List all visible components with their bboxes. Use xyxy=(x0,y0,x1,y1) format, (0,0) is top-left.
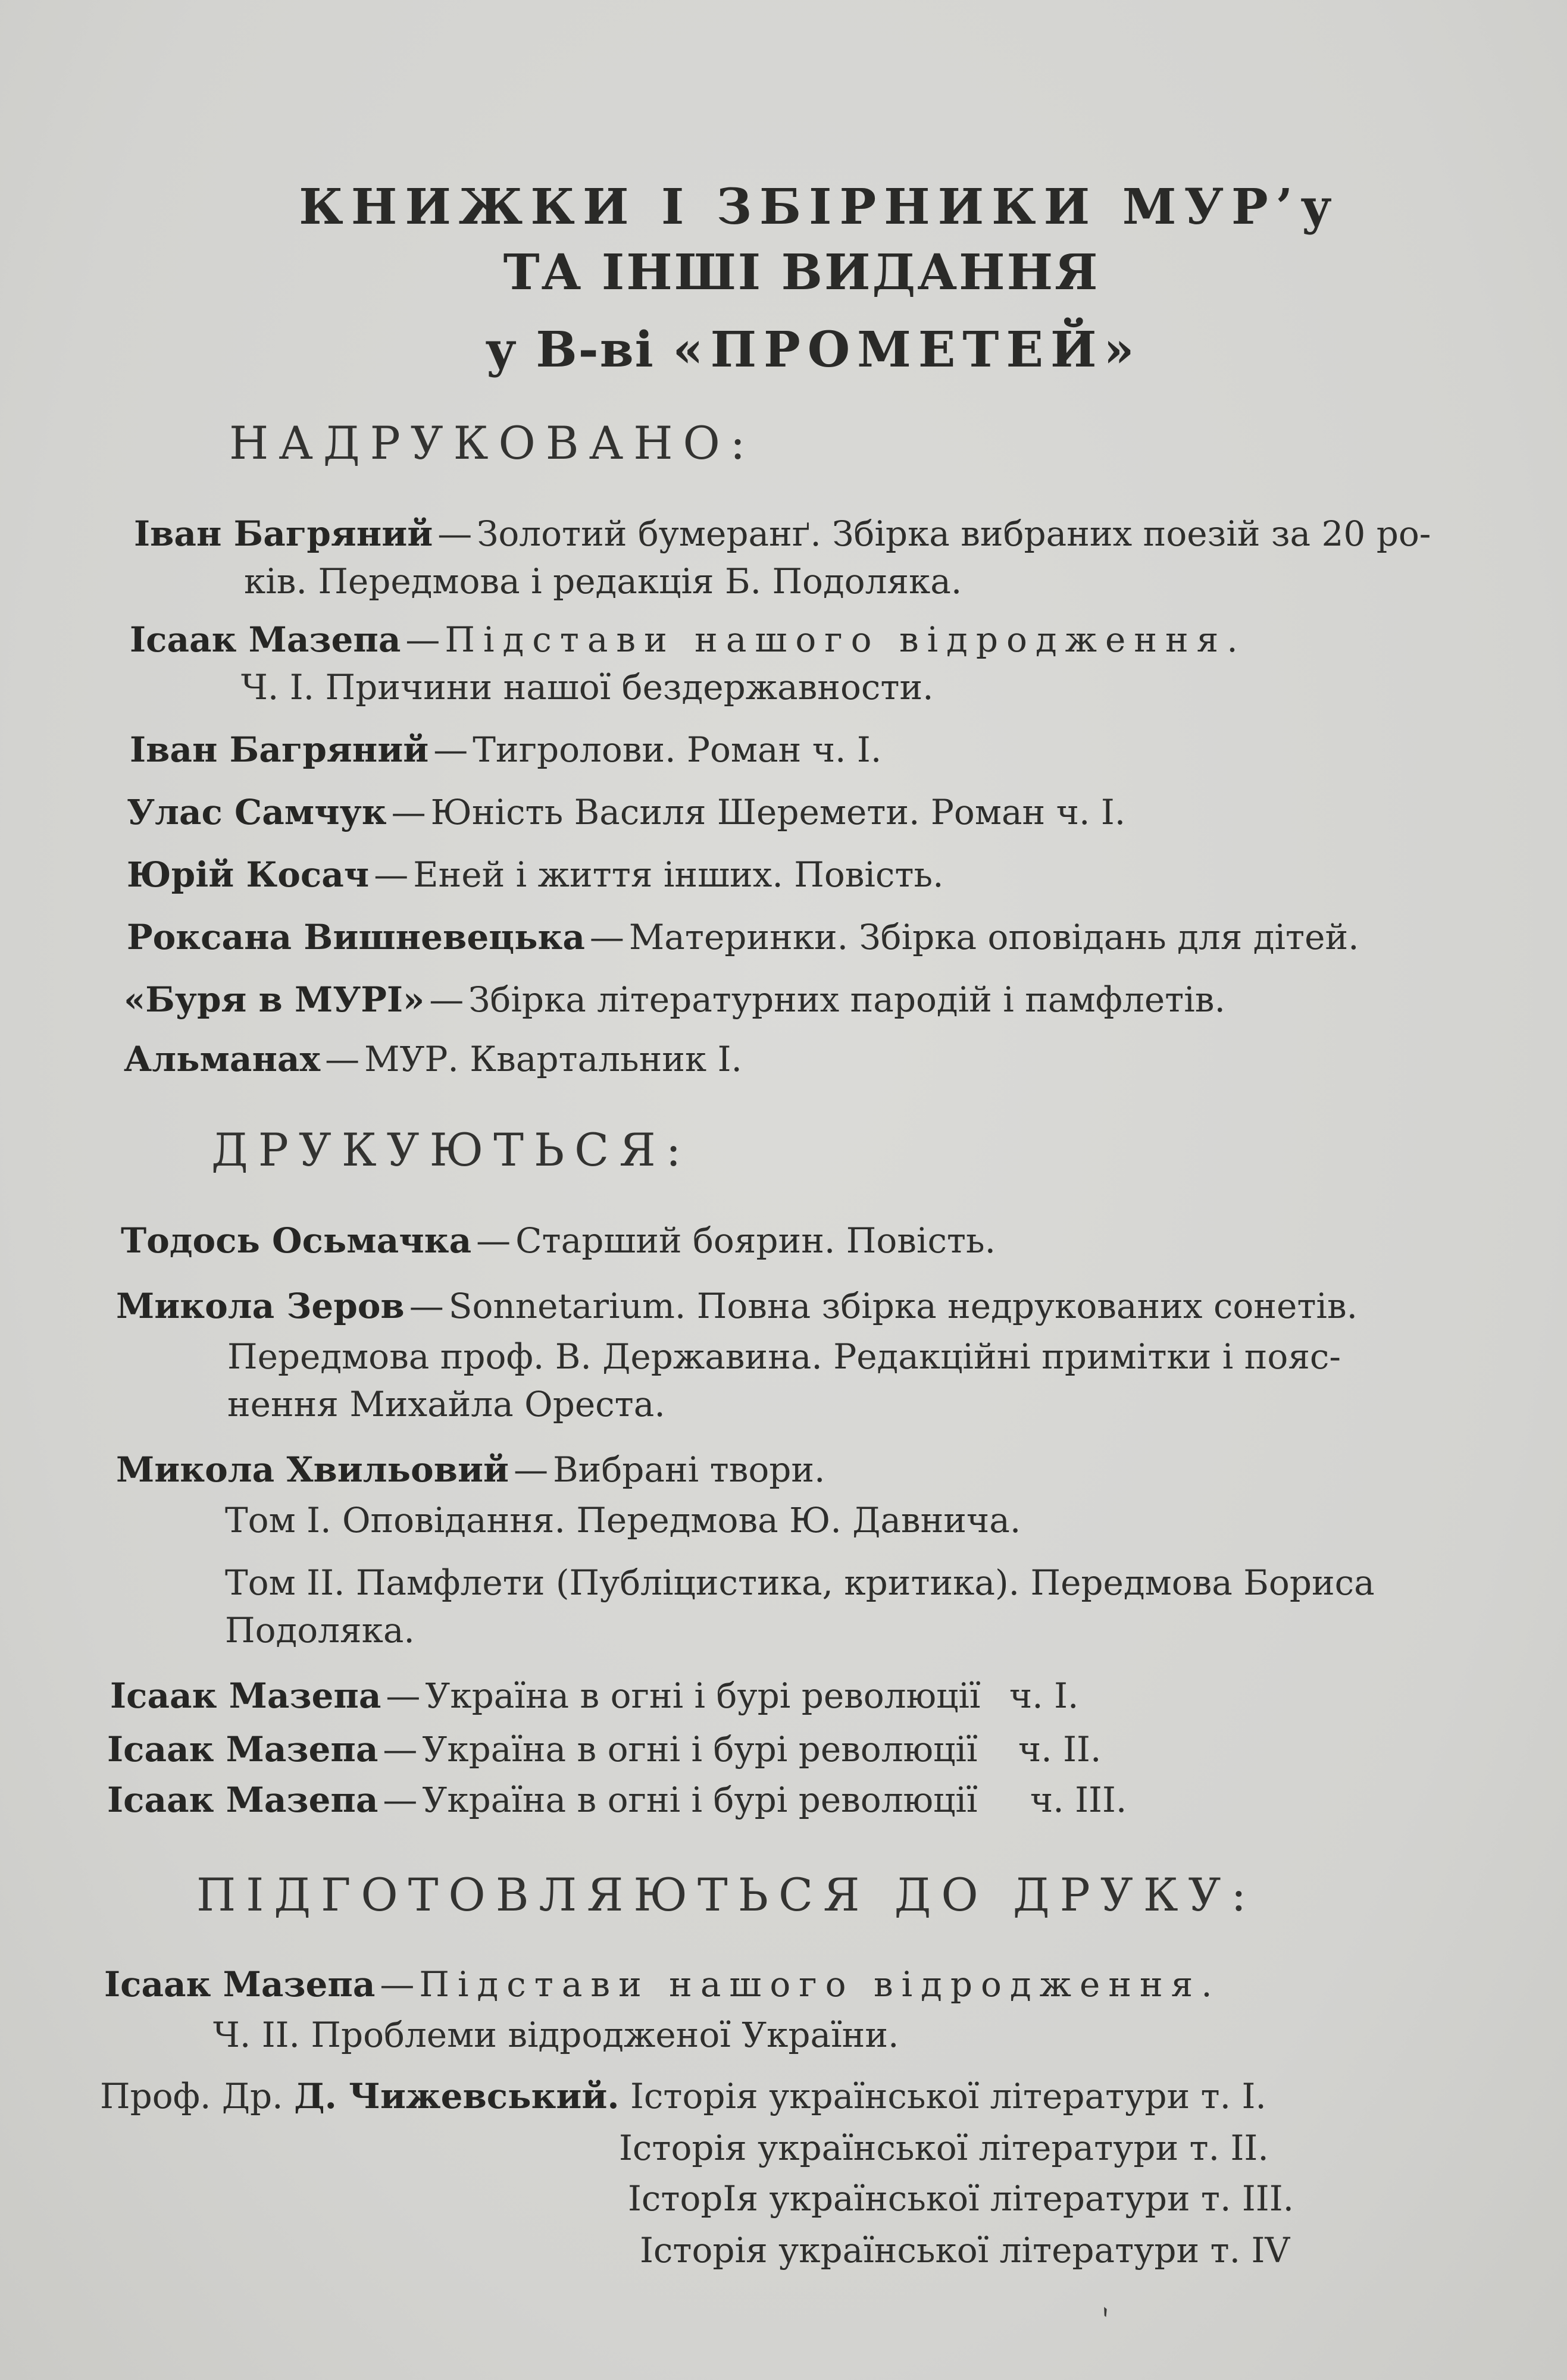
entry-continuation: ків. Передмова і редакція Б. Подоляка. xyxy=(244,561,962,602)
book-title: Старший боярин. Повість. xyxy=(515,1220,996,1261)
book-title: Еней і життя інших. Повість. xyxy=(413,854,944,895)
author: Ісаак Мазепа xyxy=(107,1729,379,1770)
author: Улас Самчук xyxy=(127,792,387,832)
volume-line: Том I. Оповідання. Передмова Ю. Давнича. xyxy=(225,1500,1021,1540)
book-title: Юність Василя Шеремети. Роман ч. І. xyxy=(430,792,1126,832)
book-title: Історія української літератури т. IV xyxy=(640,2230,1290,2271)
book-title: Україна в огні і бурі революції xyxy=(422,1780,978,1820)
book-title: Материнки. Збірка оповідань для дітей. xyxy=(628,917,1359,957)
entry-continuation: нення Михайла Ореста. xyxy=(227,1384,665,1424)
list-item: Улас Самчук — Юність Василя Шеремети. Роман ч. І. xyxy=(127,792,1126,832)
entry-continuation: Ч. І. Причини нашої бездержавности. xyxy=(241,667,934,707)
list-item: Микола Зеров — Sonnetarium. Повна збірка недрукованих сонетів. xyxy=(116,1286,1358,1326)
list-item: Іван Багряний — Тигролови. Роман ч. І. xyxy=(130,729,882,770)
author: Ісаак Мазепа xyxy=(104,1964,376,2005)
book-title: Україна в огні і бурі революції xyxy=(422,1729,978,1770)
book-title: Підстави нашого відродження. xyxy=(419,1964,1221,2005)
author: Микола Зеров xyxy=(116,1286,405,1326)
header-line-1: КНИЖКИ І ЗБІРНИКИ МУР’у xyxy=(299,178,1340,236)
book-title: Золотий бумеранґ. Збірка вибраних поезій за 20 ро- xyxy=(477,513,1431,554)
author: Д. Чижевський. xyxy=(294,2076,620,2116)
header-line-3-prefix: у В-ві xyxy=(485,321,655,378)
list-item: Ісаак Мазепа — Україна в огні і бурі революції ч. II. xyxy=(107,1729,1102,1770)
list-item: Альманах — МУР. Квартальник І. xyxy=(124,1039,742,1079)
publisher-name: «ПРОМЕТЕЙ» xyxy=(673,321,1141,378)
section-heading-printed: НАДРУКОВАНО: xyxy=(229,416,756,469)
book-title: ІсторІя української літератури т. III. xyxy=(628,2178,1294,2219)
part-number: ч. III. xyxy=(1030,1780,1127,1820)
header-line-3 xyxy=(0,321,1567,378)
book-title: Збірка літературних пародій і памфлетів. xyxy=(468,979,1225,1020)
list-item xyxy=(100,2069,1266,2123)
entry-continuation: Ч. II. Проблеми відродженої України. xyxy=(213,2015,899,2055)
author: Микола Хвильовий xyxy=(116,1449,509,1490)
author: Юрій Косач xyxy=(127,854,370,895)
list-item: Ісаак Мазепа — Підстави нашого відродження. xyxy=(130,619,1246,660)
author: Тодось Осьмачка xyxy=(121,1220,472,1261)
book-title: Sonnetarium. Повна збірка недрукованих сонетів. xyxy=(448,1286,1358,1326)
author: Ісаак Мазепа xyxy=(107,1780,379,1820)
list-item: Юрій Косач — Еней і життя інших. Повість. xyxy=(127,854,944,895)
book-title: Україна в огні і бурі революції xyxy=(425,1676,981,1716)
author: «Буря в МУРІ» xyxy=(124,979,425,1020)
author: Альманах xyxy=(124,1039,321,1079)
book-title: Історія української літератури т. I. xyxy=(630,2076,1266,2116)
list-item: Ісаак Мазепа — Підстави нашого відродження. xyxy=(104,1964,1221,2005)
volume-line: Том II. Памфлети (Публіцистика, критика). Передмова Бориса xyxy=(225,1562,1375,1603)
author-prefix: Проф. Др. xyxy=(100,2076,283,2116)
author: Іван Багряний xyxy=(134,513,433,554)
list-item: Іван Багряний — Золотий бумеранґ. Збірка вибраних поезій за 20 ро- xyxy=(134,513,1431,554)
author: Ісаак Мазепа xyxy=(110,1676,381,1716)
section-heading-in-print: ДРУКУЮТЬСЯ: xyxy=(211,1123,692,1176)
list-item: Роксана Вишневецька — Материнки. Збірка оповідань для дітей. xyxy=(127,917,1359,957)
book-title: Вибрані твори. xyxy=(553,1449,825,1490)
ink-mark: ˋ xyxy=(1078,2301,1118,2345)
book-title: Тигролови. Роман ч. І. xyxy=(473,729,882,770)
author: Роксана Вишневецька xyxy=(127,917,585,957)
header-line-2: ТА ІНШІ ВИДАННЯ xyxy=(503,244,1100,301)
author: Іван Багряний xyxy=(130,729,429,770)
author: Ісаак Мазепа xyxy=(130,619,401,660)
book-title: Підстави нашого відродження. xyxy=(445,619,1246,660)
list-item: «Буря в МУРІ» — Збірка літературних пародій і памфлетів. xyxy=(124,979,1225,1020)
part-number: ч. I. xyxy=(1009,1676,1079,1716)
book-title: МУР. Квартальник І. xyxy=(364,1039,742,1079)
part-number: ч. II. xyxy=(1018,1729,1102,1770)
book-title: Історія української літератури т. II. xyxy=(619,2128,1269,2168)
list-item: Микола Хвильовий — Вибрані твори. xyxy=(116,1449,825,1490)
list-item: Ісаак Мазепа — Україна в огні і бурі революції ч. III. xyxy=(107,1780,1127,1820)
section-heading-preparing: ПІДГОТОВЛЯЮТЬСЯ ДО ДРУКУ: xyxy=(196,1868,1257,1921)
entry-continuation: Передмова проф. В. Державина. Редакційні примітки і пояс- xyxy=(227,1336,1341,1377)
list-item: Тодось Осьмачка — Старший боярин. Повість. xyxy=(121,1220,996,1261)
entry-continuation: Подоляка. xyxy=(225,1610,415,1651)
list-item: Ісаак Мазепа — Україна в огні і бурі революції ч. I. xyxy=(110,1676,1079,1716)
